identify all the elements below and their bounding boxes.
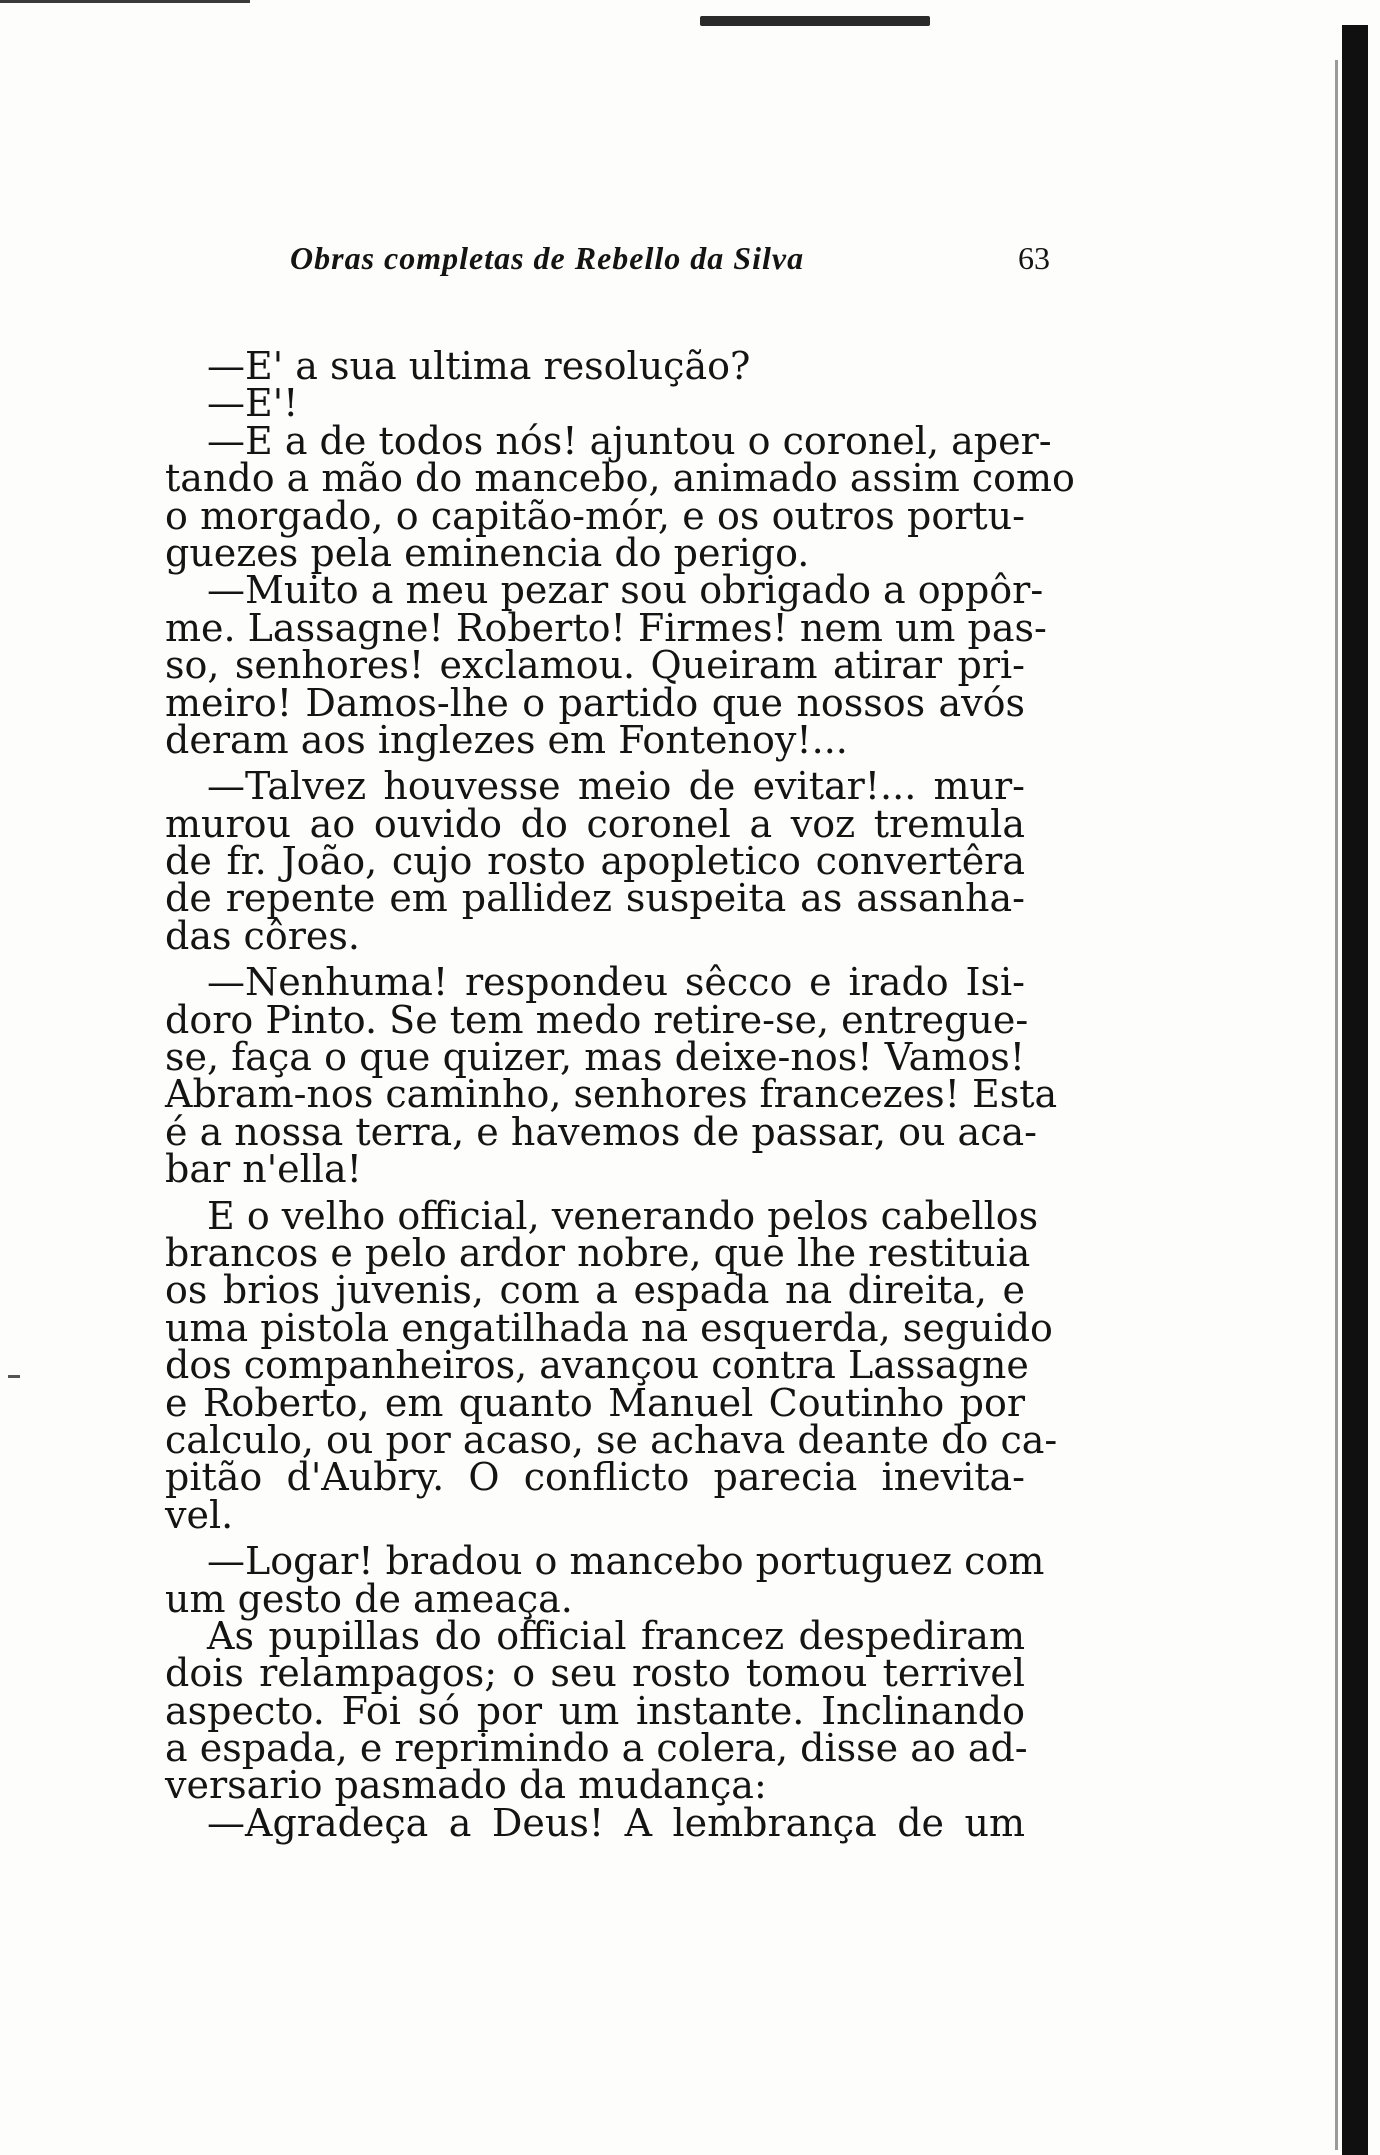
text-line: o morgado, o capitão-mór, e os outros portu- [165, 493, 1025, 538]
text-line: e Roberto, em quanto Manuel Coutinho por [165, 1380, 1025, 1425]
scan-binding-shadow [1342, 25, 1368, 2155]
text-line: tando a mão do mancebo, animado assim como [165, 456, 1075, 501]
text-line: a espada, e reprimindo a colera, disse ao ad- [165, 1726, 1028, 1771]
text-line: das côres. [165, 913, 360, 958]
text-line: —Logar! bradou o mancebo portuguez com [207, 1539, 1045, 1584]
text-line: so, senhores! exclamou. Queiram atirar pri- [165, 643, 1025, 688]
running-header [170, 240, 1050, 290]
text-line: guezes pela eminencia do perigo. [165, 530, 810, 575]
text-line: —Nenhuma! respondeu sêcco e irado Isi- [207, 960, 1025, 1005]
text-line: —Talvez houvesse meio de evitar!... mur- [207, 764, 1025, 809]
text-line: uma pistola engatilhada na esquerda, seguido [165, 1305, 1053, 1350]
text-line: bar n'ella! [165, 1147, 362, 1192]
scan-binding-shadow [1335, 60, 1338, 2150]
text-line: se, faça o que quizer, mas deixe-nos! Vamos! [165, 1035, 1025, 1080]
text-line: é a nossa terra, e havemos de passar, ou aca- [165, 1109, 1037, 1154]
text-line: de repente em pallidez suspeita as assanha- [165, 876, 1025, 921]
text-line: —Agradeça a Deus! A lembrança de um [207, 1800, 1025, 1845]
text-line: As pupillas do official francez despediram [207, 1613, 1025, 1658]
running-title: Obras completas de Rebello da Silva [290, 240, 805, 276]
scan-edge-mark [0, 0, 250, 3]
text-line: Abram-nos caminho, senhores francezes! Esta [165, 1072, 1058, 1117]
text-line: pitão d'Aubry. O conflicto parecia inevita- [165, 1455, 1025, 1500]
page-number: 63 [1018, 240, 1050, 276]
text-line: brancos e pelo ardor nobre, que lhe restituia [165, 1230, 1031, 1275]
text-line: —E' a sua ultima resolução? [207, 344, 751, 388]
text-line: um gesto de ameaça. [165, 1576, 573, 1621]
text-line: de fr. João, cujo rosto apopletico convertêra [165, 839, 1025, 884]
text-line: aspecto. Foi só por um instante. Inclinando [165, 1688, 1025, 1733]
scan-edge-mark [8, 1375, 20, 1378]
text-line: meiro! Damos-lhe o partido que nossos avós [165, 680, 1025, 725]
scan-edge-mark [700, 16, 930, 26]
text-line: deram aos inglezes em Fontenoy!... [165, 717, 848, 762]
text-line: E o velho official, venerando pelos cabellos [207, 1193, 1039, 1238]
text-line: me. Lassagne! Roberto! Firmes! nem um pas- [165, 605, 1047, 650]
text-line: vel. [165, 1492, 234, 1537]
text-line: —E a de todos nós! ajuntou o coronel, aper- [207, 418, 1052, 463]
text-line: dos companheiros, avançou contra Lassagne [165, 1343, 1029, 1388]
text-line: doro Pinto. Se tem medo retire-se, entregue- [165, 997, 1029, 1042]
text-line: —E'! [207, 381, 299, 426]
text-line: versario pasmado da mudança: [165, 1763, 767, 1808]
text-line: —Muito a meu pezar sou obrigado a oppôr- [207, 568, 1044, 613]
text-line: os brios juvenis, com a espada na direita, e [165, 1268, 1025, 1313]
text-line: murou ao ouvido do coronel a voz tremula [165, 801, 1025, 846]
text-line: calculo, ou por acaso, se achava deante do ca- [165, 1417, 1058, 1462]
text-line: dois relampagos; o seu rosto tomou terrivel [165, 1651, 1025, 1696]
body-text [165, 344, 1075, 1845]
